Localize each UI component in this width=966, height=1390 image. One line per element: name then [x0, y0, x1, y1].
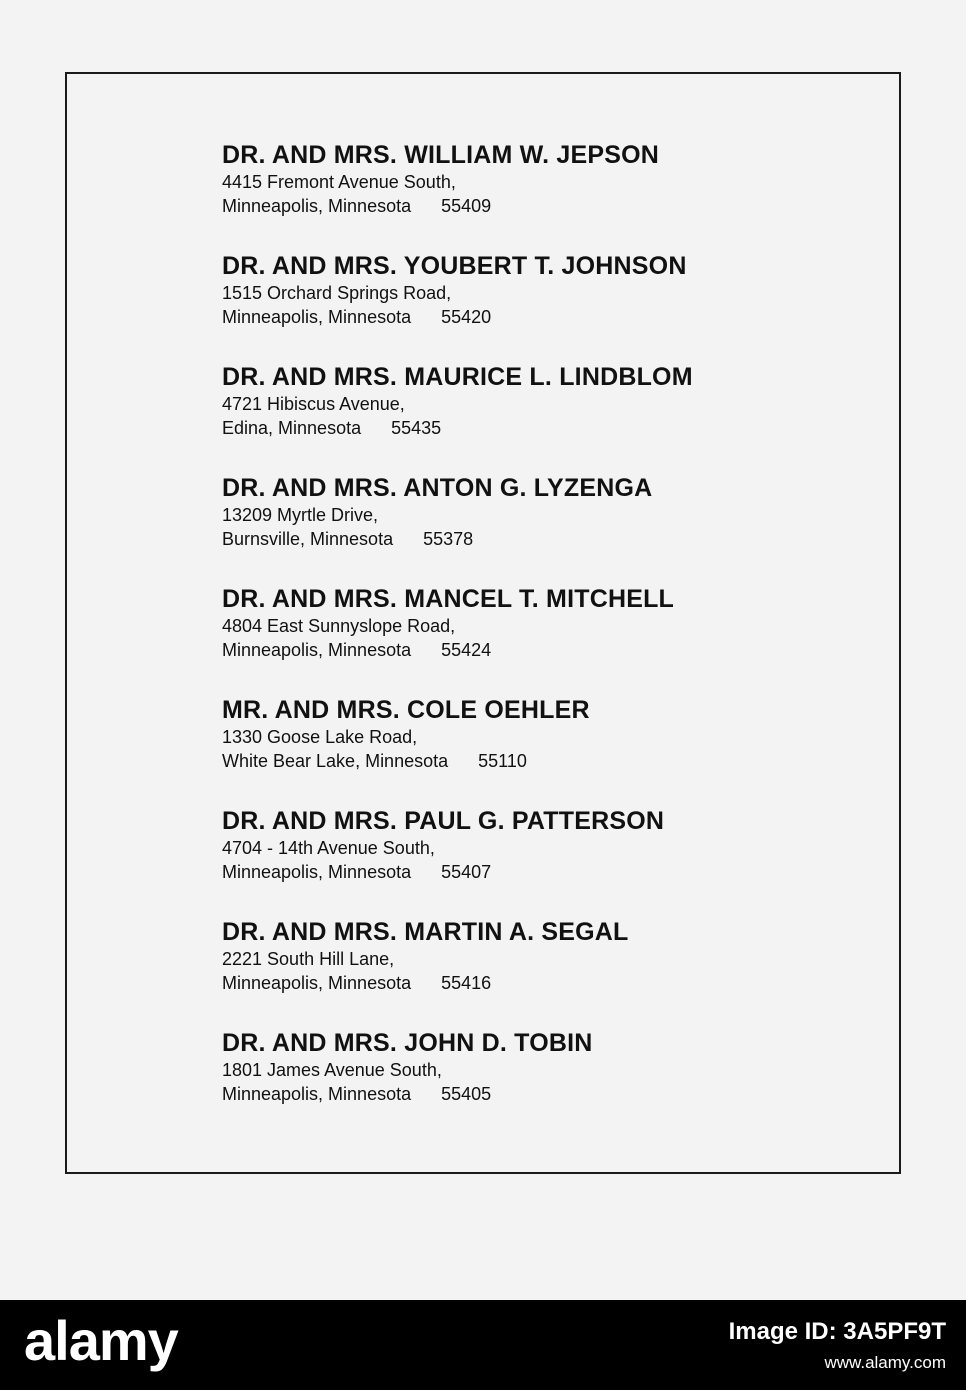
- entry-street: 1330 Goose Lake Road,: [222, 727, 418, 747]
- address-entry: [222, 917, 862, 1028]
- entry-city-line: [222, 971, 862, 995]
- entry-name: DR. AND MRS. MARTIN A. SEGAL: [222, 918, 629, 946]
- address-entry: [222, 140, 862, 251]
- address-entry: [222, 362, 862, 473]
- address-entry: [222, 251, 862, 362]
- entry-city: Minneapolis, Minnesota: [222, 196, 412, 216]
- entry-city: Minneapolis, Minnesota: [222, 973, 412, 993]
- address-entry: [222, 806, 862, 917]
- entry-street: 2221 South Hill Lane,: [222, 949, 395, 969]
- address-list: [222, 140, 862, 1139]
- entry-city: Minneapolis, Minnesota: [222, 1084, 412, 1104]
- entry-city: White Bear Lake, Minnesota: [222, 751, 449, 771]
- entry-city-line: [222, 1082, 862, 1106]
- entry-city-line: [222, 416, 862, 440]
- entry-name: DR. AND MRS. ANTON G. LYZENGA: [222, 474, 653, 502]
- entry-street: 4415 Fremont Avenue South,: [222, 172, 456, 192]
- entry-name: DR. AND MRS. YOUBERT T. JOHNSON: [222, 252, 687, 280]
- entry-street: 13209 Myrtle Drive,: [222, 505, 379, 525]
- site-url: www.alamy.com: [824, 1353, 946, 1372]
- entry-city-line: [222, 527, 862, 551]
- entry-city: Minneapolis, Minnesota: [222, 640, 412, 660]
- entry-city: Minneapolis, Minnesota: [222, 307, 412, 327]
- entry-street: 4804 East Sunnyslope Road,: [222, 616, 456, 636]
- entry-zip: 55420: [441, 307, 492, 327]
- entry-name: DR. AND MRS. MANCEL T. MITCHELL: [222, 585, 675, 613]
- entry-city-line: [222, 860, 862, 884]
- entry-street: 1515 Orchard Springs Road,: [222, 283, 452, 303]
- entry-city: Minneapolis, Minnesota: [222, 862, 412, 882]
- address-entry: [222, 584, 862, 695]
- entry-name: DR. AND MRS. MAURICE L. LINDBLOM: [222, 363, 693, 391]
- entry-zip: 55110: [478, 751, 527, 771]
- alamy-logo: alamy: [24, 1309, 178, 1372]
- image-id-block: [729, 1318, 946, 1374]
- entry-name: MR. AND MRS. COLE OEHLER: [222, 696, 590, 724]
- address-entry: [222, 473, 862, 584]
- entry-city-line: [222, 194, 862, 218]
- entry-street: 4721 Hibiscus Avenue,: [222, 394, 405, 414]
- address-entry: [222, 695, 862, 806]
- entry-city: Burnsville, Minnesota: [222, 529, 394, 549]
- entry-name: DR. AND MRS. WILLIAM W. JEPSON: [222, 141, 660, 169]
- entry-zip: 55378: [423, 529, 474, 549]
- entry-city: Edina, Minnesota: [222, 418, 362, 438]
- image-id: Image ID: 3A5PF9T: [728, 1318, 946, 1345]
- entry-city-line: [222, 749, 862, 773]
- address-entry: [222, 1028, 862, 1139]
- entry-city-line: [222, 638, 862, 662]
- entry-zip: 55416: [441, 973, 492, 993]
- entry-zip: 55407: [441, 862, 492, 882]
- entry-zip: 55435: [391, 418, 442, 438]
- entry-zip: 55405: [441, 1084, 492, 1104]
- entry-name: DR. AND MRS. JOHN D. TOBIN: [222, 1029, 593, 1057]
- entry-street: 4704 - 14th Avenue South,: [222, 838, 435, 858]
- entry-street: 1801 James Avenue South,: [222, 1060, 442, 1080]
- entry-zip: 55424: [441, 640, 492, 660]
- entry-city-line: [222, 305, 862, 329]
- entry-zip: 55409: [441, 196, 492, 216]
- entry-name: DR. AND MRS. PAUL G. PATTERSON: [222, 807, 665, 835]
